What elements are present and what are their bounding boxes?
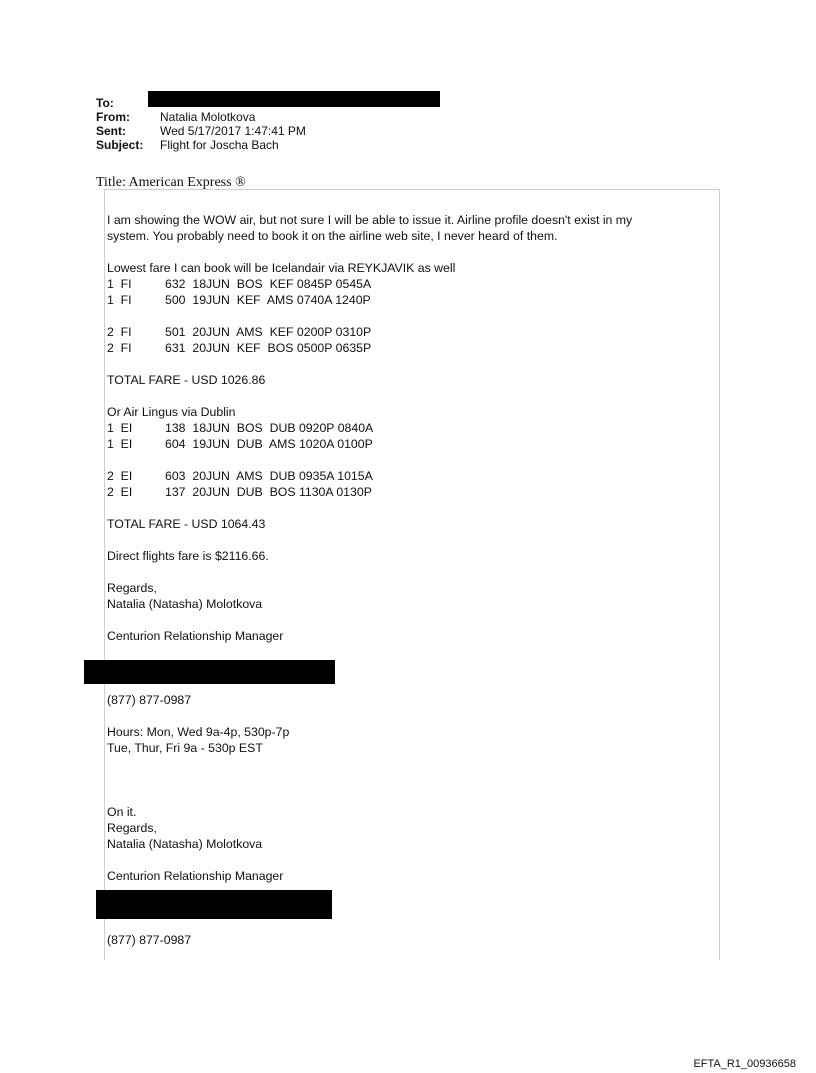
flight-row [107,436,632,452]
flight-row [107,324,632,340]
flight-row [107,292,632,308]
from-label: From: [96,110,130,124]
option2-total: TOTAL FARE - USD 1064.43 [107,517,266,531]
on-it: On it. [107,805,137,819]
redaction-contact-1 [84,660,335,684]
flight-detail: 137 20JUN DUB BOS 1130A 0130P [165,485,372,499]
regards-2: Regards, [107,821,157,835]
phone-1: (877) 877-0987 [107,693,192,707]
subject-row [96,138,306,152]
sender-title-1: Centurion Relationship Manager [107,629,284,643]
hours-line-1: Hours: Mon, Wed 9a-4p, 530p-7p [107,725,290,739]
option1-heading: Lowest fare I can book will be Icelandair via REYKJAVIK as well [107,261,456,275]
flight-segment: 2 FI [107,341,132,355]
flight-segment: 1 EI [107,421,133,435]
redaction-to [148,91,440,107]
flight-segment: 1 FI [107,293,132,307]
flight-detail: 631 20JUN KEF BOS 0500P 0635P [165,341,372,355]
from-value: Natalia Molotkova [160,110,256,124]
flight-detail: 603 20JUN AMS DUB 0935A 1015A [165,469,373,483]
flight-segment: 2 EI [107,485,133,499]
flight-row [107,468,632,484]
document-id: EFTA_R1_00936658 [693,1058,796,1070]
intro-line-1: I am showing the WOW air, but not sure I will be able to issue it. Airline profile doesn't exist in my [107,213,633,227]
title-line: Title: American Express ® [96,175,246,190]
flight-row [107,276,632,292]
flight-detail: 501 20JUN AMS KEF 0200P 0310P [165,325,372,339]
sent-value: Wed 5/17/2017 1:47:41 PM [160,124,306,138]
sender-name-1: Natalia (Natasha) Molotkova [107,597,263,611]
flight-segment: 2 EI [107,469,133,483]
hours-line-2: Tue, Thur, Fri 9a - 530p EST [107,741,263,755]
flight-segment: 1 EI [107,437,133,451]
message-body [107,212,632,948]
flight-segment: 2 FI [107,325,132,339]
flight-detail: 632 18JUN BOS KEF 0845P 0545A [165,277,372,291]
intro-line-2: system. You probably need to book it on the airline web site, I never heard of them. [107,229,558,243]
flight-detail: 500 19JUN KEF AMS 0740A 1240P [165,293,371,307]
subject-value: Flight for Joscha Bach [160,138,279,152]
flight-segment: 1 FI [107,277,132,291]
flight-detail: 138 18JUN BOS DUB 0920P 0840A [165,421,374,435]
sent-row [96,124,306,138]
phone-2: (877) 877-0987 [107,933,192,947]
subject-label: Subject: [96,138,144,152]
sender-name-2: Natalia (Natasha) Molotkova [107,837,263,851]
regards-1: Regards, [107,581,157,595]
sent-label: Sent: [96,124,126,138]
direct-fare: Direct flights fare is $2116.66. [107,549,269,563]
option2-heading: Or Air Lingus via Dublin [107,405,236,419]
flight-row [107,420,632,436]
from-row [96,110,306,124]
to-label: To: [96,96,114,110]
option1-total: TOTAL FARE - USD 1026.86 [107,373,266,387]
flight-row [107,340,632,356]
redaction-contact-2 [96,890,332,919]
sender-title-2: Centurion Relationship Manager [107,869,284,883]
flight-detail: 604 19JUN DUB AMS 1020A 0100P [165,437,373,451]
flight-row [107,484,632,500]
